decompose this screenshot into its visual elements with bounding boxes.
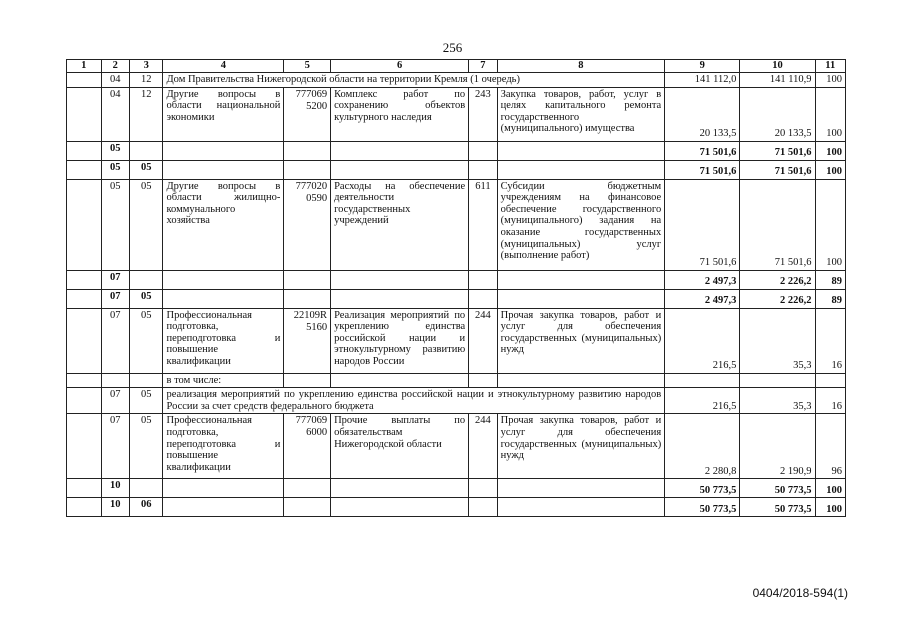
plan-value: 50 773,5: [665, 498, 740, 517]
plan-value: 71 501,6: [665, 141, 740, 160]
target-article-code: 777020 0590: [284, 179, 331, 270]
target-article-name: Комплекс работ по сохранению объектов культурного наследия: [331, 87, 469, 141]
target-article-name: Прочие выплаты по обязательствам Нижегородской области: [331, 414, 469, 479]
percent-value: 100: [815, 479, 845, 498]
expense-type-name: Прочая закупка товаров, работ и услуг для обеспечения государственных (муниципальных) нужд: [497, 414, 665, 479]
function-name: Другие вопросы в области национальной экономики: [163, 87, 284, 141]
actual-value: 141 110,9: [740, 73, 815, 88]
header-cell: 3: [129, 60, 163, 73]
subsection-code: 05: [129, 179, 163, 270]
plan-value: 141 112,0: [665, 73, 740, 88]
actual-value: 35,3: [740, 308, 815, 373]
target-article-name: Расходы на обеспечение деятельности государственных учреждений: [331, 179, 469, 270]
header-cell: 5: [284, 60, 331, 73]
header-cell: 9: [665, 60, 740, 73]
table-row: [67, 73, 846, 88]
subsection-code: 06: [129, 498, 163, 517]
header-cell: 7: [469, 60, 497, 73]
subsection-code: 05: [129, 160, 163, 179]
percent-value: 100: [815, 87, 845, 141]
header-cell: 4: [163, 60, 284, 73]
expense-type-name: Закупка товаров, работ, услуг в целях капитального ремонта государственного (муниципального) имущества: [497, 87, 665, 141]
including-label: в том числе:: [163, 373, 284, 388]
table-row: [67, 87, 846, 141]
section-code: 05: [101, 141, 129, 160]
actual-value: 2 226,2: [740, 270, 815, 289]
document-code: 0404/2018-594(1): [752, 586, 848, 600]
actual-value: 71 501,6: [740, 141, 815, 160]
subsection-code: 05: [129, 388, 163, 414]
header-cell: 6: [331, 60, 469, 73]
actual-value: 2 226,2: [740, 289, 815, 308]
plan-value: 2 497,3: [665, 270, 740, 289]
plan-value: 2 280,8: [665, 414, 740, 479]
table-row: [67, 270, 846, 289]
actual-value: 50 773,5: [740, 498, 815, 517]
section-code: 10: [101, 479, 129, 498]
object-name: Дом Правительства Нижегородской области на территории Кремля (1 очередь): [163, 73, 665, 88]
table-row: [67, 479, 846, 498]
section-code: 04: [101, 73, 129, 88]
percent-value: 100: [815, 179, 845, 270]
percent-value: 100: [815, 498, 845, 517]
actual-value: 2 190,9: [740, 414, 815, 479]
expense-type-name: Субсидии бюджетным учреждениям на финансовое обеспечение государственного (муниципального) задания на оказание государственных (муниципальных) услуг (выполнение работ): [497, 179, 665, 270]
table-row: [67, 308, 846, 373]
expense-type-name: Прочая закупка товаров, работ и услуг для обеспечения государственных (муниципальных) нужд: [497, 308, 665, 373]
function-name: Профессиональная подготовка, переподготовка и повышение квалификации: [163, 308, 284, 373]
expense-type-code: 243: [469, 87, 497, 141]
header-cell: 1: [67, 60, 102, 73]
section-code: 07: [101, 388, 129, 414]
plan-value: 2 497,3: [665, 289, 740, 308]
table-row: [67, 160, 846, 179]
actual-value: 71 501,6: [740, 160, 815, 179]
target-article-code: 777069 6000: [284, 414, 331, 479]
plan-value: 71 501,6: [665, 160, 740, 179]
function-name: Профессиональная подготовка, переподготовка и повышение квалификации: [163, 414, 284, 479]
plan-value: 50 773,5: [665, 479, 740, 498]
table-row: [67, 373, 846, 388]
section-code: 05: [101, 179, 129, 270]
plan-value: 216,5: [665, 308, 740, 373]
table-row: [67, 289, 846, 308]
plan-value: 20 133,5: [665, 87, 740, 141]
percent-value: 89: [815, 289, 845, 308]
section-code: 10: [101, 498, 129, 517]
actual-value: 50 773,5: [740, 479, 815, 498]
plan-value: 71 501,6: [665, 179, 740, 270]
section-code: 07: [101, 414, 129, 479]
actual-value: 35,3: [740, 388, 815, 414]
table-row: [67, 498, 846, 517]
percent-value: 89: [815, 270, 845, 289]
header-cell: 10: [740, 60, 815, 73]
subsection-code: 12: [129, 73, 163, 88]
percent-value: 96: [815, 414, 845, 479]
budget-table: [66, 59, 846, 517]
target-article-name: Реализация мероприятий по укреплению единства российской нации и этнокультурному развитию народов России: [331, 308, 469, 373]
section-code: 07: [101, 270, 129, 289]
table-row: [67, 414, 846, 479]
header-cell: 8: [497, 60, 665, 73]
target-article-code: 22109R 5160: [284, 308, 331, 373]
section-code: 04: [101, 87, 129, 141]
header-cell: 11: [815, 60, 845, 73]
expense-type-code: 244: [469, 308, 497, 373]
subsection-code: 05: [129, 308, 163, 373]
section-code: 07: [101, 308, 129, 373]
section-code: 05: [101, 160, 129, 179]
function-name: Другие вопросы в области жилищно-коммунального хозяйства: [163, 179, 284, 270]
percent-value: 16: [815, 308, 845, 373]
subsection-code: 05: [129, 414, 163, 479]
table-row: [67, 179, 846, 270]
percent-value: 100: [815, 141, 845, 160]
percent-value: 16: [815, 388, 845, 414]
percent-value: 100: [815, 73, 845, 88]
page-number: 256: [442, 40, 463, 55]
table-row: [67, 388, 846, 414]
actual-value: 71 501,6: [740, 179, 815, 270]
header-row: [67, 60, 846, 73]
plan-value: 216,5: [665, 388, 740, 414]
header-cell: 2: [101, 60, 129, 73]
expense-type-code: 611: [469, 179, 497, 270]
table-row: [67, 141, 846, 160]
section-code: 07: [101, 289, 129, 308]
target-article-code: 777069 5200: [284, 87, 331, 141]
object-name: реализация мероприятий по укреплению единства российской нации и этнокультурному развитию народов России за счет средств федерального бюджета: [163, 388, 665, 414]
percent-value: 100: [815, 160, 845, 179]
actual-value: 20 133,5: [740, 87, 815, 141]
subsection-code: 12: [129, 87, 163, 141]
expense-type-code: 244: [469, 414, 497, 479]
subsection-code: 05: [129, 289, 163, 308]
